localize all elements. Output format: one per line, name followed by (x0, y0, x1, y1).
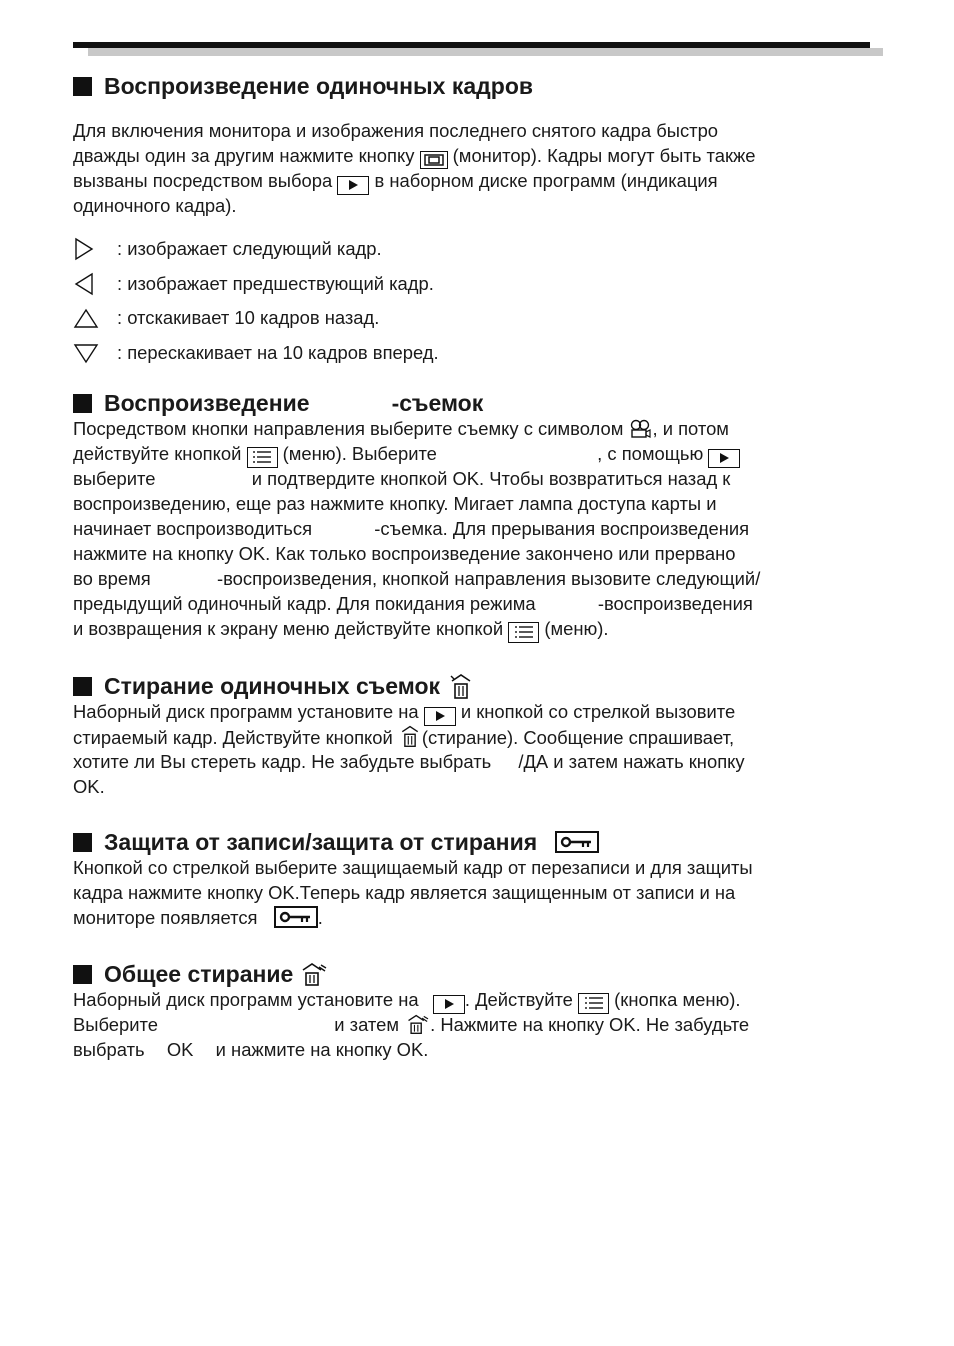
section-heading: Воспроизведение одиночных кадров (73, 72, 885, 100)
trash-icon (398, 724, 422, 748)
menu-button-icon (508, 622, 539, 643)
play-mode-icon (337, 176, 369, 195)
list-item: : изображает следующий кадр. (73, 232, 673, 267)
paragraph: Для включения монитора и изображения последнего снятого кадра быстро дважды один за другим нажмите кнопку (монитор). Кадры могут быть также вызваны посредством выбора в наборном диске программ (индикация одиночного кадра). (73, 120, 756, 216)
section-write-protect (73, 828, 885, 930)
paragraph: Посредством кнопки направления выберите съемку с символом , и потом действуйте кнопкой (меню). Выберите , с помощью выберите и подтвердите кнопкой OK. Чтобы возвратиться назад к воспроизведению, еще раз нажмите кнопку. Мигает лампа доступа карты и начинает воспроизводиться -съемка. Для прерывания воспроизведения нажмите на кнопку OK. Как только воспроизведение закончено или прервано во время -воспроизведения, кнопкой направления вызовите следующий/ предыдущий одиночный кадр. Для покидания режима -воспроизведения и возвращения к экрану меню действуйте кнопкой (меню). (73, 416, 885, 641)
header-rule (73, 42, 870, 48)
section-heading: Стирание одиночных съемок (73, 672, 885, 700)
delete-all-icon (299, 961, 327, 987)
section-single-frame-playback (73, 72, 885, 218)
menu-button-icon (247, 447, 278, 468)
square-bullet-icon (73, 394, 92, 413)
play-mode-icon (433, 995, 465, 1014)
section-heading: Общее стирание (73, 960, 885, 988)
square-bullet-icon (73, 965, 92, 984)
monitor-button-icon (420, 151, 448, 169)
header-rule-shadow (88, 48, 883, 56)
square-bullet-icon (73, 77, 92, 96)
play-mode-icon (424, 707, 456, 726)
section-heading: Защита от записи/защита от стирания (73, 828, 885, 856)
protect-key-icon (555, 831, 599, 853)
list-item: : перескакивает на 10 кадров вперед. (73, 336, 673, 371)
trash-icon (448, 672, 474, 700)
list-item: : изображает предшествующий кадр. (73, 267, 673, 302)
triangle-down-icon (73, 342, 117, 364)
navigation-key-list (73, 232, 673, 370)
paragraph: Кнопкой со стрелкой выберите защищаемый кадр от перезаписи и для защиты кадра нажмите кнопку OK.Теперь кадр является защищенным от записи и на мониторе появляется . (73, 857, 753, 928)
paragraph: Наборный диск программ установите на . Действуйте (кнопка меню). Выберите и затем . Нажмите на кнопку OK. Не забудьте выбрать OK и нажмите на кнопку OK. (73, 989, 750, 1060)
square-bullet-icon (73, 833, 92, 852)
section-heading: Воспроизведение -съемок (73, 389, 885, 417)
menu-button-icon (578, 993, 609, 1014)
list-item: : отскакивает 10 кадров назад. (73, 301, 673, 336)
section-delete-all (73, 960, 885, 1062)
triangle-left-icon (73, 272, 117, 296)
protect-key-icon (274, 906, 318, 928)
paragraph: Наборный диск программ установите на и кнопкой со стрелкой вызовите стираемый кадр. Действуйте кнопкой (стирание). Сообщение спрашивает, хотите ли Вы стереть кадр. Не забудьте выбрать /ДА и затем нажать кнопку OK. (73, 701, 745, 797)
triangle-right-icon (73, 237, 117, 261)
triangle-up-icon (73, 307, 117, 329)
section-video-playback (73, 389, 885, 641)
delete-all-icon (404, 1013, 430, 1035)
section-delete-single (73, 672, 885, 799)
square-bullet-icon (73, 677, 92, 696)
video-camera-icon (628, 419, 652, 439)
play-mode-icon (708, 449, 740, 468)
